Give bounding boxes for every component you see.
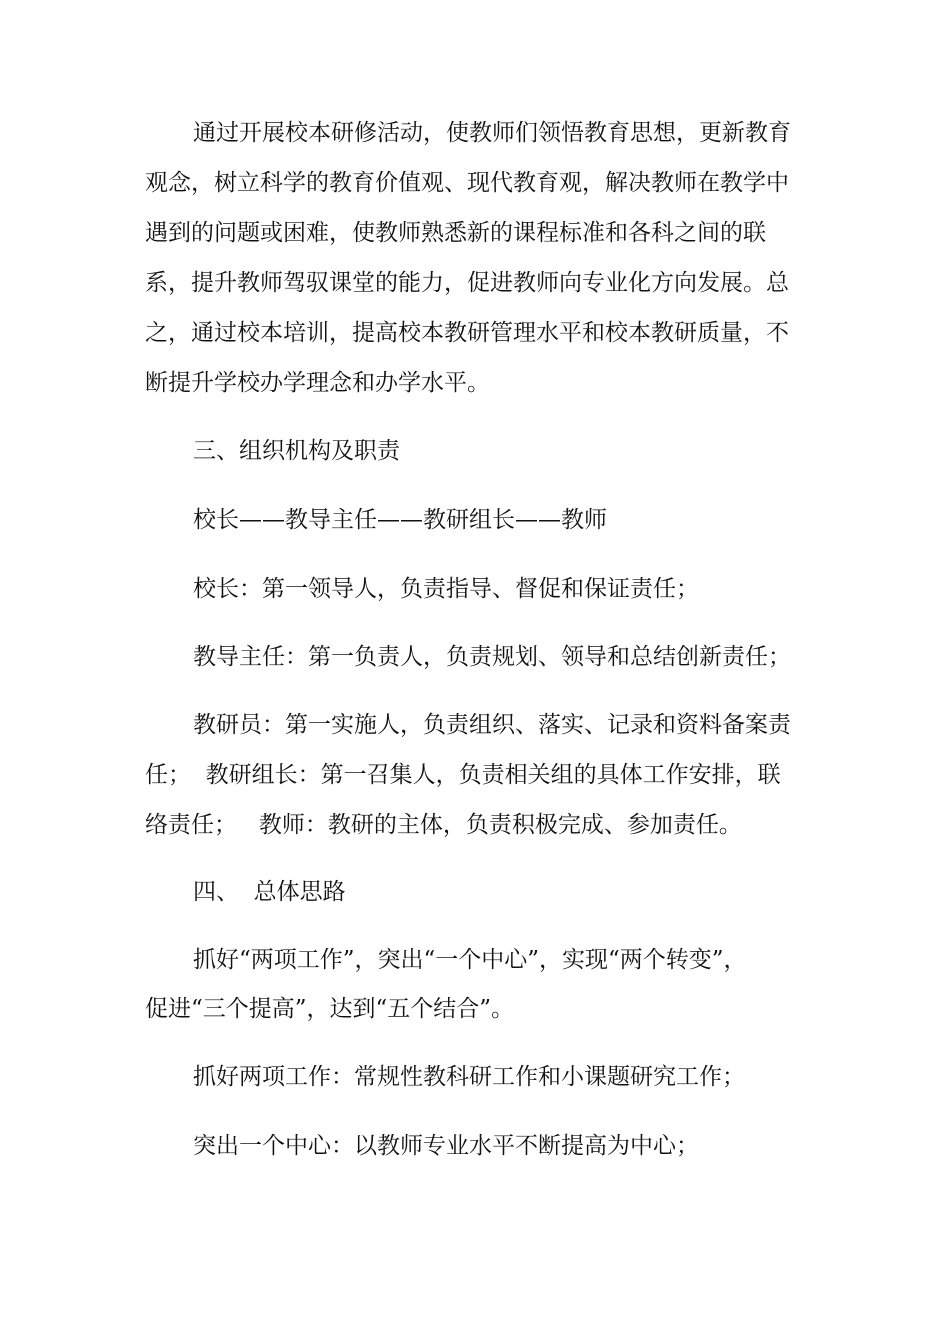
role-dean: 教导主任：第一负责人，负责规划、领导和总结创新责任； [193,644,791,670]
organization-chain: 校长——教导主任——教研组长——教师 [193,507,607,533]
text-line: 抓好“两项工作”，突出“一个中心”，实现“两个转变”， [193,947,747,973]
text-line: 促进“三个提高”，达到“五个结合”。 [145,996,515,1022]
text-line: 系，提升教师驾驭课堂的能力，促进教师向专业化方向发展。总 [145,270,789,296]
text-line: 任； 教研组长：第一召集人，负责相关组的具体工作安排，联 [145,762,781,788]
text-line: 断提升学校办学理念和办学水平。 [145,370,490,396]
section-heading-organization: 三、组织机构及职责 [193,438,400,464]
item-one-center: 突出一个中心：以教师专业水平不断提高为中心； [193,1133,699,1159]
text-line: 遇到的问题或困难，使教师熟悉新的课程标准和各科之间的联 [145,220,766,246]
item-two-tasks: 抓好两项工作：常规性教科研工作和小课题研究工作； [193,1064,745,1090]
text-line: 通过开展校本研修活动，使教师们领悟教育思想，更新教育 [193,120,791,146]
text-line: 络责任； 教师：教研的主体，负责积极完成、参加责任。 [145,812,742,838]
role-principal: 校长：第一领导人，负责指导、督促和保证责任； [193,576,699,602]
text-line: 教研员：第一实施人，负责组织、落实、记录和资料备案责 [193,712,791,738]
text-line: 观念，树立科学的教育价值观、现代教育观，解决教师在教学中 [145,170,789,196]
section-heading-approach: 四、 总体思路 [193,879,346,905]
text-line: 之，通过校本培训，提高校本教研管理水平和校本教研质量，不 [145,320,789,346]
